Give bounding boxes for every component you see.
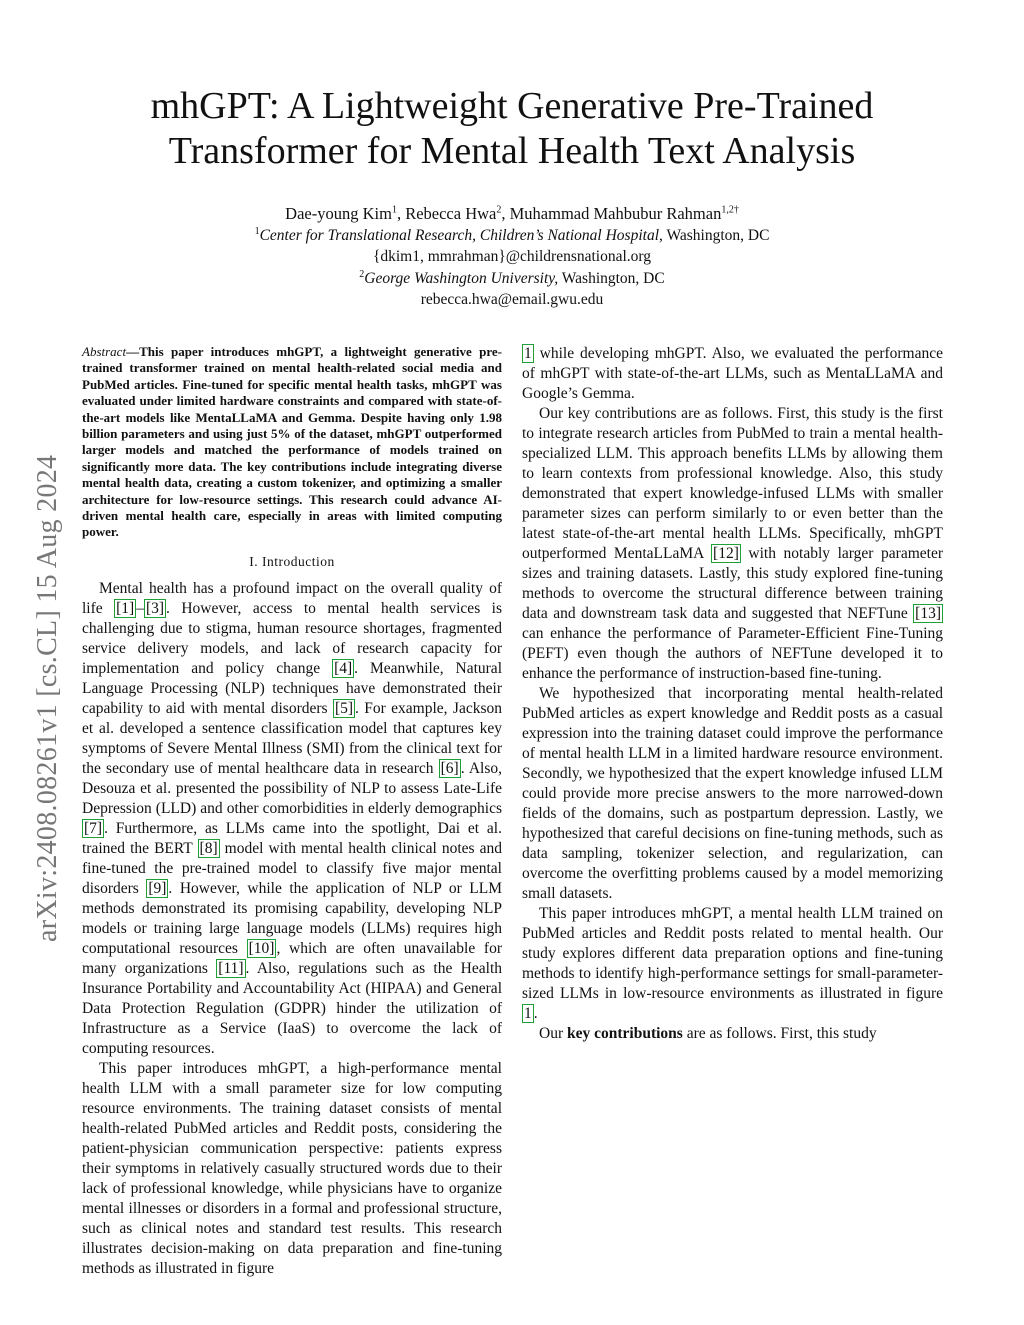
author-names [140, 203, 884, 225]
paper-title-line-1: mhGPT: A Lightweight Generative Pre-Trained [150, 85, 874, 127]
text-run: This paper introduces mhGPT, a high-performance mental health LLM with a small parameter size for low computing resource environments. The training dataset consists of mental health-related PubMed articles and Reddit posts, considering the patient-physician communication perspective: patients express their symptoms in relatively casually structured words due to their lack of professional knowledge, while physicians have to organize mental illnesses or disorders in a formal and professional structure, such as clinical notes and standard test results. This research illustrates decision-making on data preparation and fine-tuning methods as illustrated in figure [82, 1059, 502, 1277]
paper-title-line-2: Transformer for Mental Health Text Analysis [168, 130, 856, 172]
affiliation-1-location: Washington, DC [662, 226, 770, 244]
right-column [522, 344, 943, 1044]
text-run: Mental health has a profound impact on the overall quality of life [82, 579, 502, 617]
text-run: . Meanwhile, Natural Language Processing (NLP) techniques have demonstrated their capability to aid with mental disorders [82, 659, 502, 717]
author-separator: , [396, 204, 406, 223]
text-run: . Also, regulations such as the Health Insurance Portability and Accountability Act (HIPAA) and General Data Protection Regulation (GDPR) hinder the utilization of Infrastructure as a Service (IaaS) to overcome the lack of computing resources. [82, 959, 502, 1057]
affiliation-1 [140, 225, 884, 247]
text-run: are as follows. First, this study [682, 1025, 877, 1042]
affiliation-2-email: rebecca.hwa@email.gwu.edu [420, 291, 604, 308]
text-run: model with mental health clinical notes and fine-tuned the pre-trained model to classify five major mental disorders [82, 839, 503, 897]
affiliation-1-email: {dkim1, mmrahman}@childrensnational.org [372, 248, 652, 265]
text-run: . [533, 1005, 538, 1022]
affiliation-1-mark: 1 [254, 225, 260, 237]
text-run: This paper introduces mhGPT, a mental health LLM trained on PubMed articles and Reddit posts related to mental health. Our study explores different data preparation options and fine-tuning methods to identify high-performance settings for small-parameter-sized LLMs in low-resource environments as illustrated in figure [522, 905, 943, 1002]
citation-link[interactable]: [7] [84, 819, 103, 837]
text-run: – [136, 599, 144, 617]
text-run: , which are often unavailable for many organizations [82, 939, 502, 977]
text-run: while developing mhGPT. Also, we evaluated the performance of mhGPT with state-of-the-art LLMs, such as MentaLLaMA and Google’s Gemma. [522, 345, 943, 402]
hypothesis-paragraph: We hypothesized that incorporating mental health-related PubMed articles as expert knowledge and Reddit posts as a casual expression into the training dataset could improve the performance of mental health LLM in a limited hardware resource environment. Secondly, we hypothesized that the expert knowledge infused LLM could provide more precise answers to the more narrowed-down fields of the domains, such as postpartum depression. Lastly, we hypothesized that careful decisions on fine-tuning methods, such as data sampling, tokenizer selection, and regularization, can overcome the overfitting problems caused by a model memorizing small datasets. [522, 685, 943, 902]
section-heading-introduction: I. Introduction [249, 553, 335, 569]
abstract-text: —This paper introduces mhGPT, a lightweight generative pre-trained transformer trained on mental health-related social media and PubMed articles. Fine-tuned for specific mental health tasks, mhGPT was evaluated under limited hardware constraints and compared with state-of-the-art models like MentaLLaMA and Gemma. Despite having only 1.98 billion parameters and using just 5% of the dataset, mhGPT outperformed larger models and matched the performance of models trained on significantly more data. The key contributions include integrating diverse mental health data, creating a custom tokenizer, and optimizing a smaller architecture for low-resource settings. This research could advance AI-driven mental health care, especially in areas with limited computing power. [82, 344, 502, 540]
figure-link[interactable]: 1 [524, 345, 532, 362]
contributions-paragraph [522, 404, 943, 684]
affiliation-2-name: George Washington University, [364, 269, 559, 287]
text-run: . Also, Desouza et al. presented the possibility of NLP to assess Late-Life Depression (LLD) and other comorbidities in elderly demographics [82, 759, 502, 817]
text-run: . However, while the application of NLP or LLM methods demonstrated its promising capability, developing NLP models or training large language models (LLMs) requires high computational resources [82, 879, 502, 957]
author-2-affil-mark: 2 [496, 204, 502, 216]
citation-link[interactable]: [13] [915, 605, 941, 622]
intro-paragraph-2-continued [522, 344, 943, 404]
abstract [82, 344, 502, 541]
citation-link[interactable]: [9] [148, 879, 167, 897]
left-column [82, 344, 502, 1279]
text-run: . Furthermore, as LLMs came into the spotlight, Dai et al. trained the BERT [82, 819, 502, 857]
citation-link[interactable]: [11] [218, 959, 244, 977]
figure-link[interactable]: 1 [524, 1005, 532, 1022]
affiliation-1-name: Center for Translational Research, Children’s National Hospital, [259, 226, 663, 244]
author-3: Muhammad Mahbubur Rahman [509, 204, 722, 223]
arxiv-stamp: arXiv:2408.08261v1 [cs.CL] 15 Aug 2024 [32, 454, 63, 942]
paper-title [60, 84, 964, 174]
text-run: . However, access to mental health services is challenging due to stigma, human resource shortages, fragmented service delivery models, and lack of research capacity for implementation and policy change [82, 599, 503, 677]
affiliation-2-mark: 2 [359, 268, 365, 280]
citation-link[interactable]: [3] [145, 599, 165, 617]
text-run: . For example, Jackson et al. developed a sentence classification model that captures key symptoms of Severe Mental Illness (SMI) from the clinical text for the secondary use of mental healthcare data in research [82, 699, 503, 777]
text-run: Our key contributions are as follows. First, this study is the first to integrate research articles from PubMed to train a mental health-specialized LLM. This approach benefits LLMs by allowing them to learn contexts from professional knowledge. Also, this study demonstrated that expert knowledge-infused LLMs with smaller parameter sizes can perform similarly to or even better than the latest state-of-the-art mental health LLMs. Specifically, mhGPT outperformed MentaLLaMA [522, 405, 943, 562]
citation-link[interactable]: [1] [116, 599, 135, 617]
citation-link[interactable]: [8] [199, 839, 218, 857]
text-run: with notably larger parameter sizes and training datasets. Lastly, this study explored fine-tuning methods to overcome the structural difference between training data and downstream task data and suggested that NEFTune [522, 545, 943, 622]
intro-paragraph-2 [82, 1059, 502, 1279]
affiliation-2-location: Washington, DC [558, 269, 665, 287]
author-1: Dae-young Kim [285, 204, 392, 223]
citation-link[interactable]: [6] [440, 759, 459, 777]
citation-link[interactable]: [5] [334, 699, 354, 717]
key-contributions-emphasis: key contributions [566, 1025, 683, 1042]
citation-link[interactable]: [4] [334, 659, 353, 677]
abstract-label: Abstract [82, 344, 127, 359]
text-run: Our [539, 1025, 567, 1042]
citation-link[interactable]: [10] [248, 939, 275, 957]
text-run: can enhance the performance of Parameter-Efficient Fine-Tuning (PEFT) even though the authors of NEFTune developed it to enhance the performance of instruction-based fine-tuning. [522, 625, 943, 682]
author-2: Rebecca Hwa [405, 204, 497, 223]
author-separator: , [501, 204, 510, 223]
summary-paragraph [522, 904, 943, 1024]
citation-link[interactable]: [12] [713, 545, 739, 562]
author-block [140, 203, 884, 311]
intro-paragraph-1 [82, 579, 502, 1059]
key-contributions-paragraph [522, 1024, 943, 1044]
affiliation-2 [140, 268, 884, 290]
author-1-affil-mark: 1 [391, 204, 397, 216]
author-3-affil-mark: 1,2† [721, 204, 739, 216]
